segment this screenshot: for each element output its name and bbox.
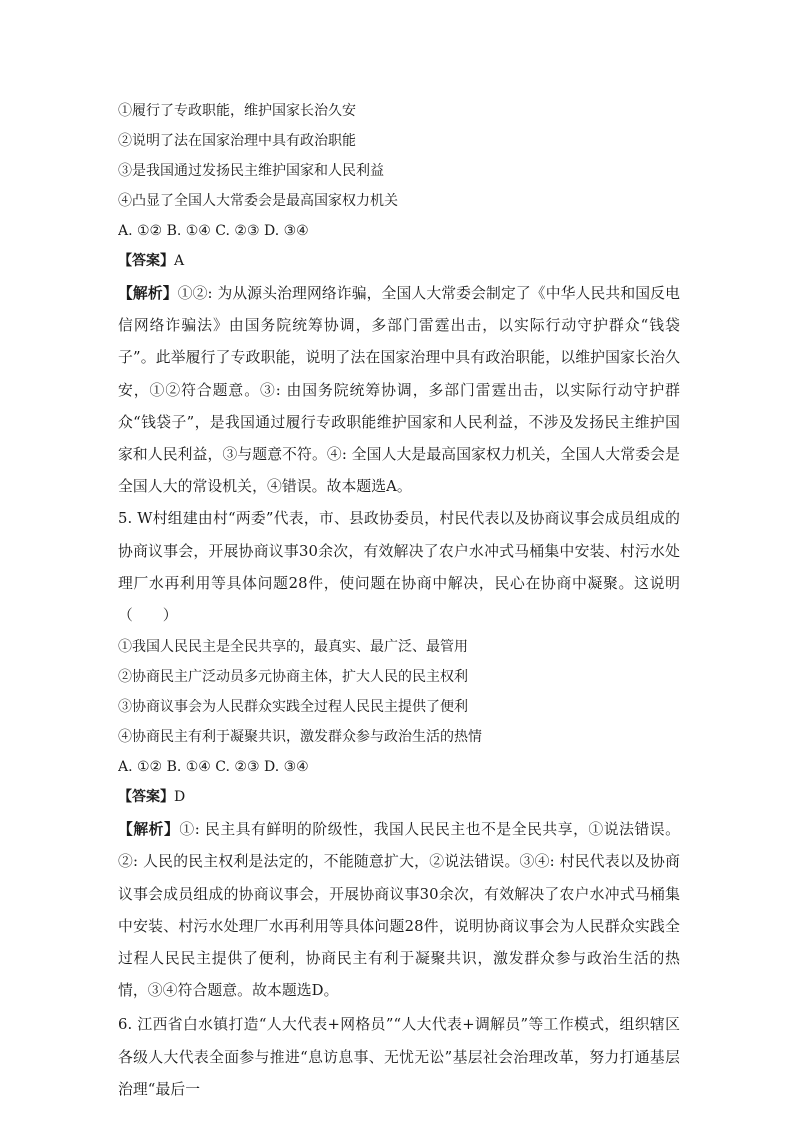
q4-choices: A. ①② B. ①④ C. ②③ D. ③④ [118,223,309,239]
analysis-label: 【解析】 [118,821,180,839]
q5-option-1: ①我国人民民主是全民共享的，最真实、最广泛、最管用 [118,639,468,656]
q4-option-4: ④凸显了全国人大常委会是最高国家权力机关 [118,193,398,209]
document-page [118,96,680,1106]
q5-analysis [118,814,680,1007]
q5-option-4: ④协商民主有利于凝聚共识，激发群众参与政治生活的热情 [118,729,482,746]
q5-stem: 5. W村组建由村“两委”代表，市、县政协委员，村民代表以及协商议事会成员组成的协商议事会，开展协商议事30余次，有效解决了农户水冲式马桶集中安装、村污水处理厂水再利用等具体问题28件，使问题在协商中解决，民心在协商中凝聚。这说明（ ） [118,510,680,625]
answer-value: D [174,789,186,806]
q5-option-2: ②协商民主广泛动员多元协商主体，扩大人民的民主权利 [118,669,468,686]
q5-option-3: ③协商议事会为人民群众实践全过程人民民主提供了便利 [118,699,468,716]
q4-option-2: ②说明了法在国家治理中具有政治职能 [118,133,356,149]
q4-option-1: ①履行了专政职能，维护国家长治久安 [118,103,356,119]
q5-answer [118,782,680,812]
analysis-text: ①②: 为从源头治理网络诈骗，全国人大常委会制定了《中华人民共和国反电信网络诈骗法》由国务院统筹协调，多部门雷霆出击，以实际行动守护群众“钱袋子”。此举履行了专政职能，说明了法在国家治理中具有政治职能，以维护国家长治久安，①②符合题意。③: 由国务院统筹协调，多部门雷霆出击，以实际行动守护群众“钱袋子”，是我国通过履行专政职能维护国家和人民利益，不涉及发扬民主维护国家和人民利益，③与题意不符。④: 全国人大是最高国家权力机关，全国人大常委会是全国人大的常设机关，④错误。故本题选A。 [118,285,680,496]
q6-stem: 6. 江西省白水镇打造“人大代表+网格员”“人大代表+调解员”等工作模式，组织辖区各级人大代表全面参与推进“息访息事、无忧无讼”基层社会治理改革，努力打通基层治理“最后一 [118,1016,680,1098]
answer-label: 【答案】 [118,789,174,806]
q5-choices: A. ①② B. ①④ C. ②③ D. ③④ [118,759,309,776]
answer-label: 【答案】 [118,253,174,269]
analysis-text: ①: 民主具有鲜明的阶级性，我国人民民主也不是全民共享，①说法错误。②: 人民的民主权利是法定的，不能随意扩大，②说法错误。③④: 村民代表以及协商议事会成员组成的协商议事会，开展协商议事30余次，有效解决了农户水冲式马桶集中安装、村污水处理厂水再利用等具体问题28件，说明协商议事会为人民群众实践全过程人民民主提供了便利，协商民主有利于凝聚共识，激发群众参与政治生活的热情，③④符合题意。故本题选D。 [118,821,681,1000]
answer-value: A [174,253,185,269]
q4-answer [118,246,680,276]
analysis-label: 【解析】 [118,285,178,302]
q4-option-3: ③是我国通过发扬民主维护国家和人民利益 [118,163,384,179]
q4-analysis [118,278,680,503]
